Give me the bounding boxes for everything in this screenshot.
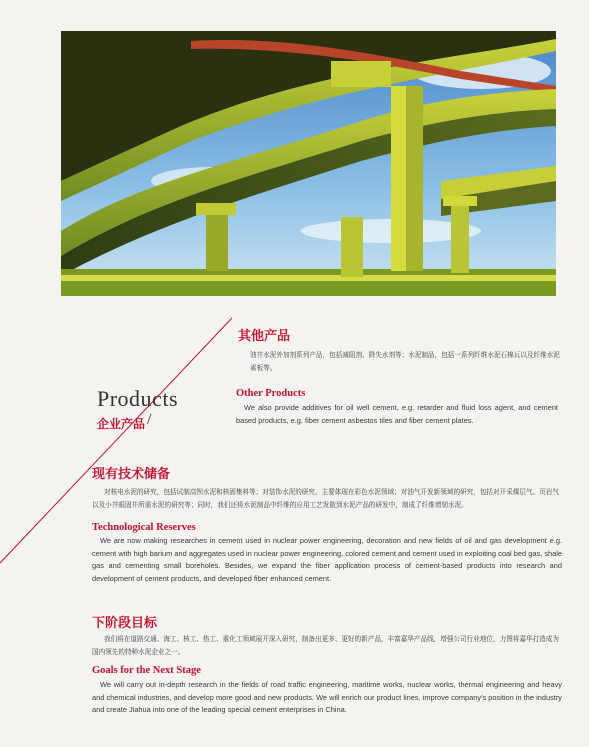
tech-reserves-heading-cn: 现有技术储备 [92,467,171,482]
tech-reserves-body-en: We are now making researches in cement used in nuclear power engineering, decoration and new fields of oil and gas development e.g. cement with high barium and aggregates used in nuclear power engineering, colored cement and cement used in exploiting coal bed gas, shale gas and cementing small boreholes. Besides, we expand the fiber application process of cement-based products into research and development of cement products, and developed fiber enhanced cement. [92,536,562,583]
tech-reserves-body-cn: 对核电水泥的研究，包括试制高钡水泥和核固集料等；对装饰水泥的研究，主要体现在彩色水泥领域；对油气开发新领域的研究，包括对开采煤层气、页岩气以及小井眼固井所需水泥的研究等；同时，我们还将水泥制品中纤维的应用工艺发散到水泥产品的研发中，制成了纤维增韧水泥。 [92,488,559,509]
other-products-body-en: We also provide additives for oil well cement, e.g. retarder and fluid loss agent, and cement based products, e.g. fiber cement asbestos tiles and fiber cement plates. [236,403,558,425]
next-goals-heading-en: Goals for the Next Stage [92,665,201,676]
next-goals-body-cn: 我们将在道路交通、海工、核工、热工、重化工领域展开深入研究，制备出更多、更好的新产品，丰富嘉华产品线，增强公司行业地位，力图将嘉华打造成为国内领先的特种水泥企业之一。 [92,635,559,656]
other-products-heading-en: Other Products [236,388,306,399]
other-products-heading-cn: 其他产品 [238,329,291,344]
products-slash: / [147,411,152,428]
next-goals-body-en: We will carry out in-depth research in the fields of road traffic engineering, maritime works, nuclear works, thermal engineering and heavy and chemical industries, and develop more good and new products. We will enrich our product lines, improve company's position in the industry and create Jiahua into one of the leading special cement enterprises in China. [92,680,562,715]
products-subtitle-cn: 企业产品 [97,417,146,431]
other-products-body-cn: 油井水泥外加剂系列产品，包括减阻剂、降失水剂等；水泥制品，包括一系列纤维水泥石棉瓦以及纤维水泥素板等。 [250,351,560,372]
next-goals-heading-cn: 下阶段目标 [92,616,158,631]
products-title: Products [97,386,178,411]
tech-reserves-heading-en: Technological Reserves [92,522,196,533]
